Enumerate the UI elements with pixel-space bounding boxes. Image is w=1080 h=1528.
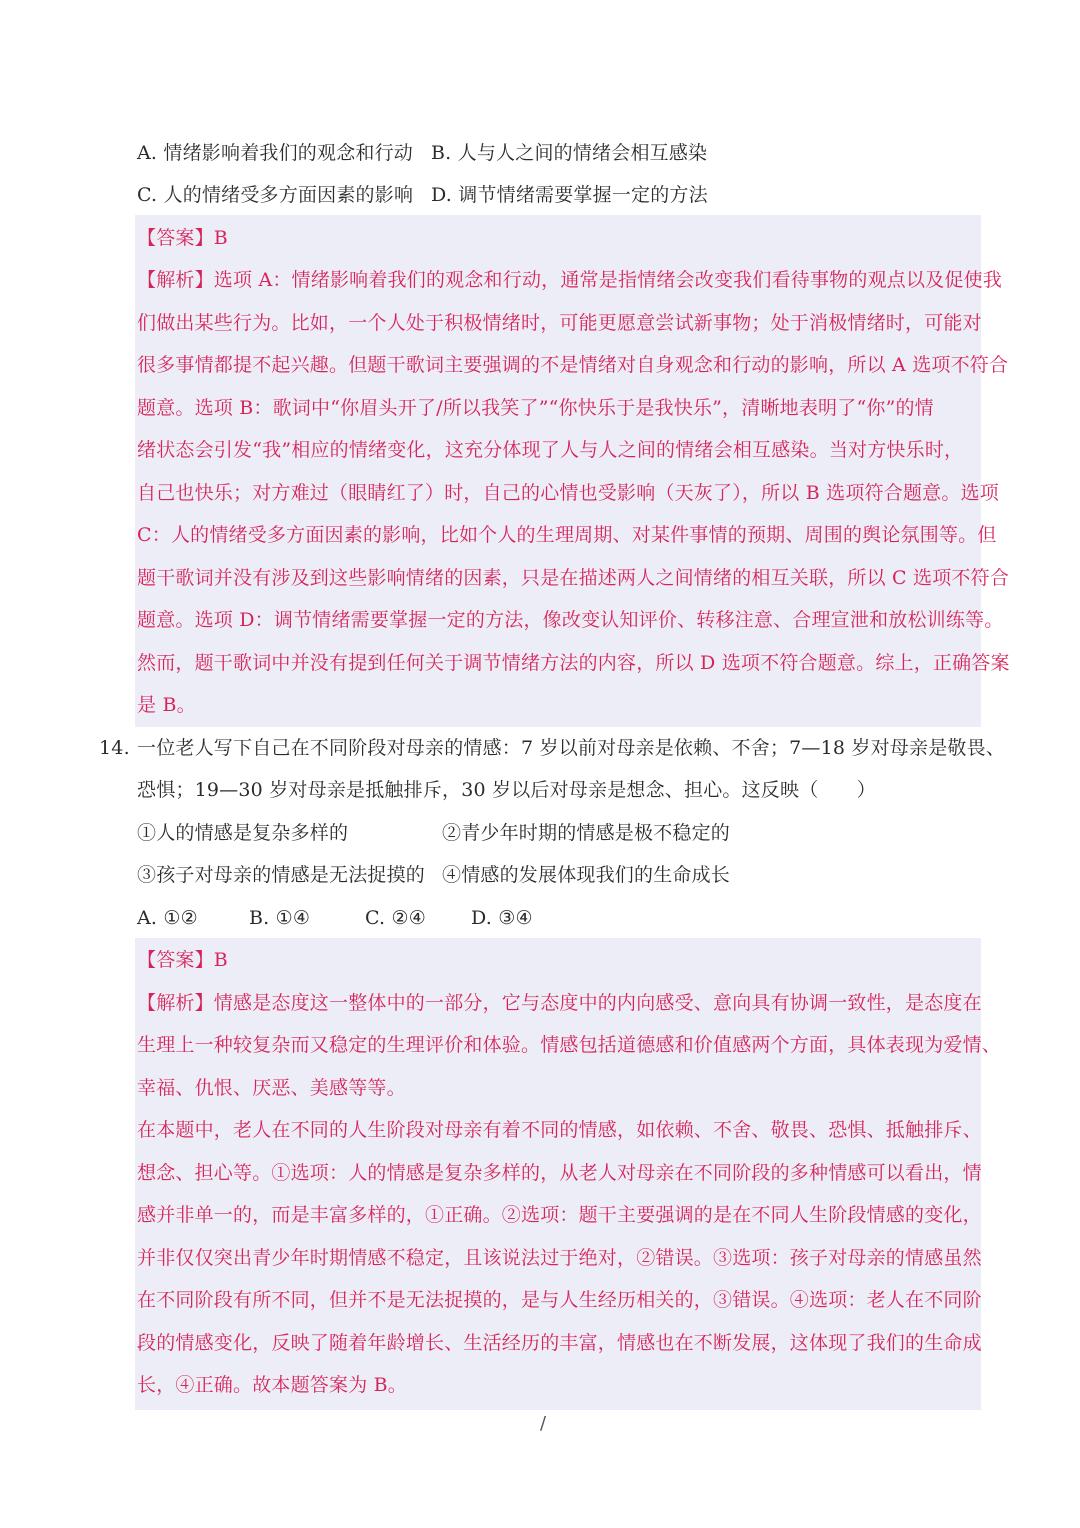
q13-analysis-line: 然而，题干歌词中并没有提到任何关于调节情绪方法的内容，所以 D 选项不符合题意。综上，正确答案 — [137, 652, 1010, 674]
q14-choice-b: B. ①④ — [249, 907, 311, 929]
q13-analysis-line: 题意。选项 D：调节情绪需要掌握一定的方法，像改变认知评价、转移注意、合理宣泄和放松训练等。 — [137, 609, 1004, 631]
q13-option-a: A. 情绪影响着我们的观念和行动 — [137, 142, 414, 164]
q13-analysis-line: 自己也快乐；对方难过（眼睛红了）时，自己的心情也受影响（天灰了），所以 B 选项符合题意。选项 — [137, 482, 999, 504]
q13-analysis-line: 绪状态会引发“我”相应的情绪变化，这充分体现了人与人之间的情绪会相互感染。当对方快乐时， — [137, 439, 964, 461]
q14-analysis-line: 并非仅仅突出青少年时期情感不稳定，且该说法过于绝对，②错误。③选项：孩子对母亲的情感虽然 — [137, 1247, 982, 1269]
q14-stem-line-2: 恐惧；19—30 岁对母亲是抵触排斥，30 岁以后对母亲是想念、担心。这反映（ ） — [137, 779, 877, 801]
q14-analysis-line: 感并非单一的，而是丰富多样的，①正确。②选项：题干主要强调的是在不同人生阶段情感的变化， — [137, 1204, 982, 1226]
q14-statement-1: ①人的情感是复杂多样的 — [137, 822, 349, 844]
q14-analysis-line: 长，④正确。故本题答案为 B。 — [137, 1374, 408, 1396]
q14-analysis-line: 在本题中，老人在不同的人生阶段对母亲有着不同的情感，如依赖、不舍、敬畏、恐惧、抵触排斥、 — [137, 1119, 982, 1141]
page-footer-mark: / — [540, 1413, 547, 1434]
q14-analysis-line: 段的情感变化，反映了随着年龄增长、生活经历的丰富，情感也在不断发展，这体现了我们的生命成 — [137, 1332, 982, 1354]
q14-statements-row-1 — [137, 812, 731, 854]
q13-analysis-line: C：人的情绪受多方面因素的影响，比如个人的生理周期、对某件事情的预期、周围的舆论氛围等。但 — [137, 524, 997, 546]
q14-analysis-line: 生理上一种较复杂而又稳定的生理评价和体验。情感包括道德感和价值感两个方面，具体表现为爱情、 — [137, 1034, 1002, 1056]
q14-statements-row-2 — [137, 854, 731, 896]
q14-analysis-line: 想念、担心等。①选项：人的情感是复杂多样的，从老人对母亲在不同阶段的多种情感可以看出，情 — [137, 1162, 982, 1184]
q13-analysis-line: 很多事情都提不起兴趣。但题干歌词主要强调的不是情绪对自身观念和行动的影响，所以 A 选项不符合 — [137, 354, 1009, 376]
q13-analysis-line: 【解析】选项 A：情绪影响着我们的观念和行动，通常是指情绪会改变我们看待事物的观点以及促使我 — [137, 269, 1002, 291]
q13-answer: 【答案】B — [137, 227, 228, 249]
q13-options-row-1 — [137, 132, 708, 174]
q14-analysis-line: 幸福、仇恨、厌恶、美感等等。 — [137, 1077, 406, 1099]
q14-choice-d: D. ③④ — [471, 907, 533, 929]
q13-options-row-2 — [137, 174, 708, 216]
q14-statement-3: ③孩子对母亲的情感是无法捉摸的 — [137, 864, 426, 886]
q14-number: 14. — [99, 737, 130, 759]
q14-statement-4: ④情感的发展体现我们的生命成长 — [442, 864, 731, 886]
q13-option-b: B. 人与人之间的情绪会相互感染 — [431, 142, 708, 164]
q13-option-d: D. 调节情绪需要掌握一定的方法 — [431, 184, 708, 206]
q14-choice-a: A. ①② — [137, 907, 198, 929]
q14-analysis-line: 【解析】情感是态度这一整体中的一部分，它与态度中的内向感受、意向具有协调一致性，是态度在 — [137, 992, 982, 1014]
q13-analysis-line: 题干歌词并没有涉及到这些影响情绪的因素，只是在描述两人之间情绪的相互关联，所以 C 选项不符合 — [137, 567, 1010, 589]
q13-option-c: C. 人的情绪受多方面因素的影响 — [137, 184, 414, 206]
q13-analysis-line: 是 B。 — [137, 694, 196, 716]
q14-choice-c: C. ②④ — [365, 907, 427, 929]
q14-stem-line-1 — [99, 727, 1006, 769]
q14-stem-text-1: 一位老人写下自己在不同阶段对母亲的情感：7 岁以前对母亲是依赖、不舍；7—18 岁对母亲是敬畏、 — [137, 737, 1006, 759]
q13-analysis-line: 题意。选项 B：歌词中“你眉头开了/所以我笑了”“你快乐于是我快乐”，清晰地表明了“你”的情 — [137, 397, 934, 419]
q13-analysis-line: 们做出某些行为。比如，一个人处于积极情绪时，可能更愿意尝试新事物；处于消极情绪时，可能对 — [137, 312, 982, 334]
q14-statement-2: ②青少年时期的情感是极不稳定的 — [442, 822, 731, 844]
q14-answer: 【答案】B — [137, 949, 228, 971]
q14-analysis-line: 在不同阶段有所不同，但并不是无法捉摸的，是与人生经历相关的，③错误。④选项：老人在不同阶 — [137, 1289, 982, 1311]
